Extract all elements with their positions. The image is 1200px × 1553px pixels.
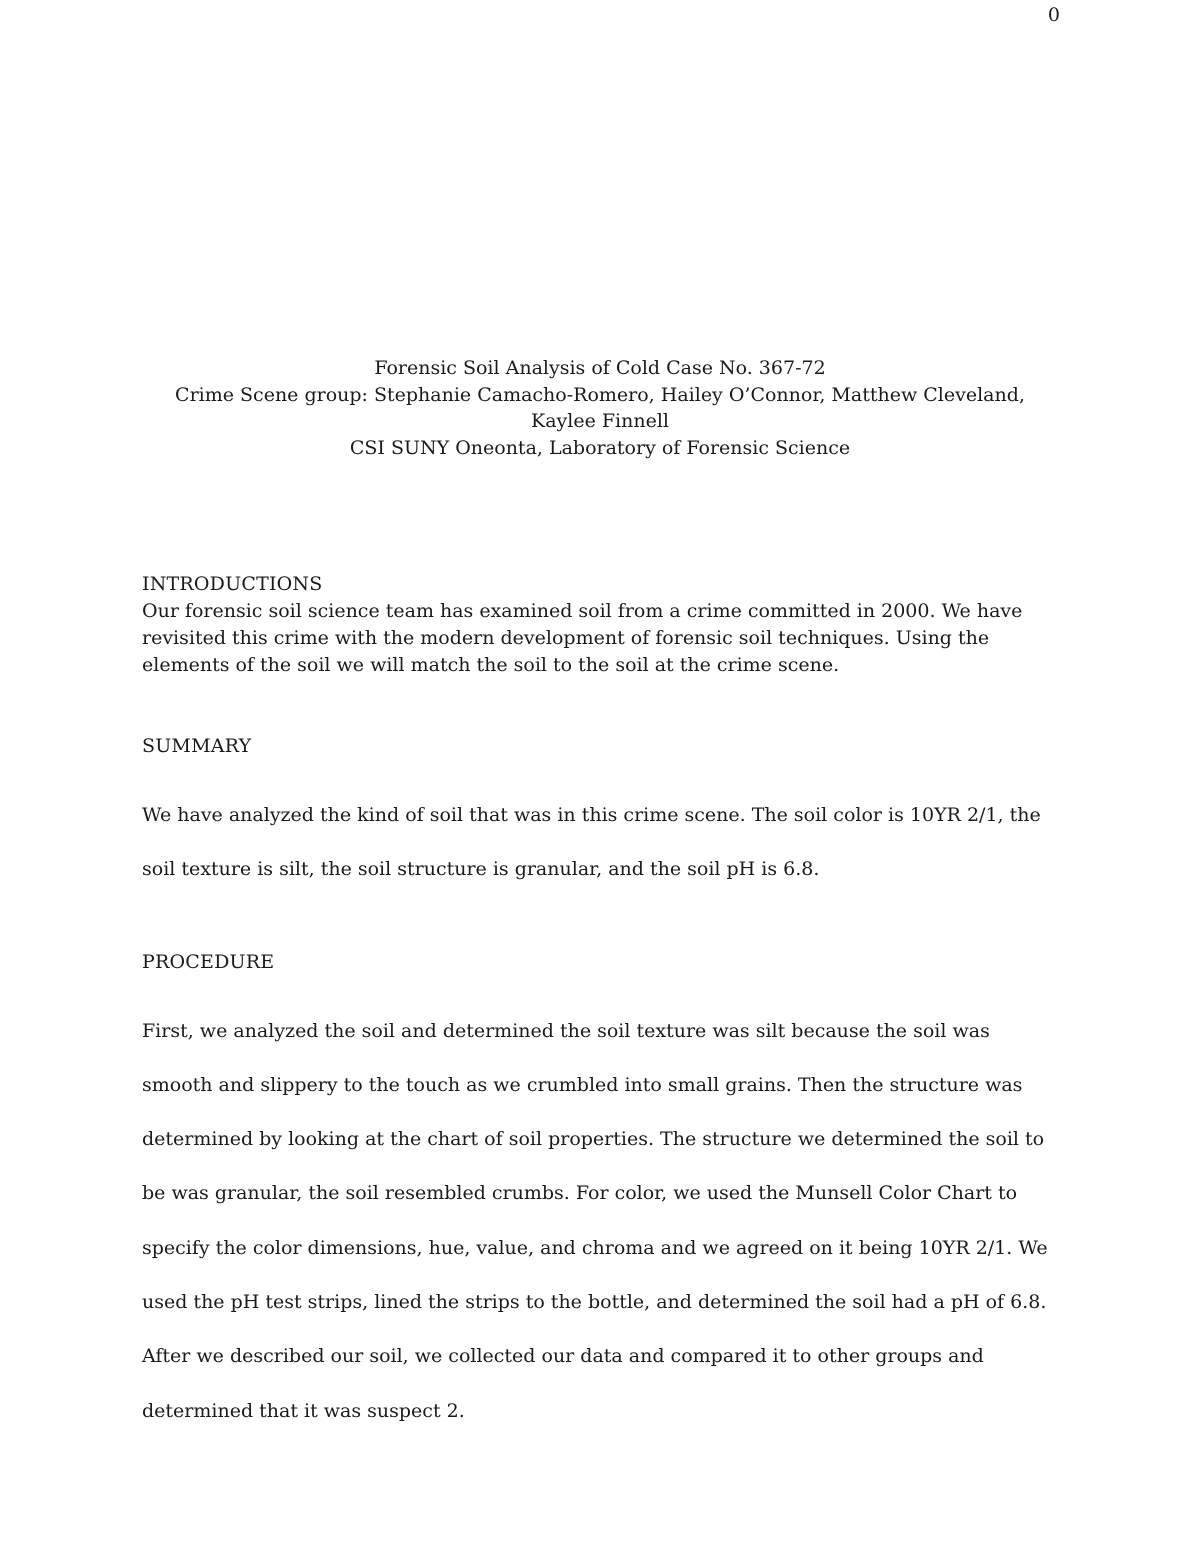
introduction-paragraph: Our forensic soil science team has examined soil from a crime committed in 2000. We have revisited this crime with the modern development of forensic soil techniques. Using the elements of the soil we will match the soil to the soil at the crime scene. [142,599,1023,676]
author-list: Crime Scene group: Stephanie Camacho-Romero, Hailey O’Connor, Matthew Cleveland, Kaylee Finnell [175,383,1025,432]
page-number: 0 [1047,4,1060,26]
summary-paragraph: We have analyzed the kind of soil that was in this crime scene. The soil color is 10YR 2/1, the soil texture is silt, the soil structure is granular, and the soil pH is 6.8. [142,803,1041,880]
procedure-section [142,949,1062,1438]
procedure-heading: PROCEDURE [142,951,275,973]
procedure-paragraph: First, we analyzed the soil and determined the soil texture was silt because the soil was smooth and slippery to the touch as we crumbled into small grains. Then the structure was determined by looking at the chart of soil properties. The structure we determined the soil to be was granular, the soil resembled crumbs. For color, we used the Munsell Color Chart to specify the color dimensions, hue, value, and chroma and we agreed on it being 10YR 2/1. We used the pH test strips, lined the strips to the bottle, and determined the soil had a pH of 6.8. After we described our soil, we collected our data and compared it to other groups and determined that it was suspect 2. [142,1019,1048,1422]
introduction-heading: INTRODUCTIONS [142,573,323,595]
introduction-section [142,571,1062,679]
summary-section [142,733,1062,897]
title-block [140,355,1060,461]
document-title: Forensic Soil Analysis of Cold Case No. 367-72 [374,357,826,379]
summary-heading: SUMMARY [142,735,252,757]
institution: CSI SUNY Oneonta, Laboratory of Forensic Science [349,436,851,459]
